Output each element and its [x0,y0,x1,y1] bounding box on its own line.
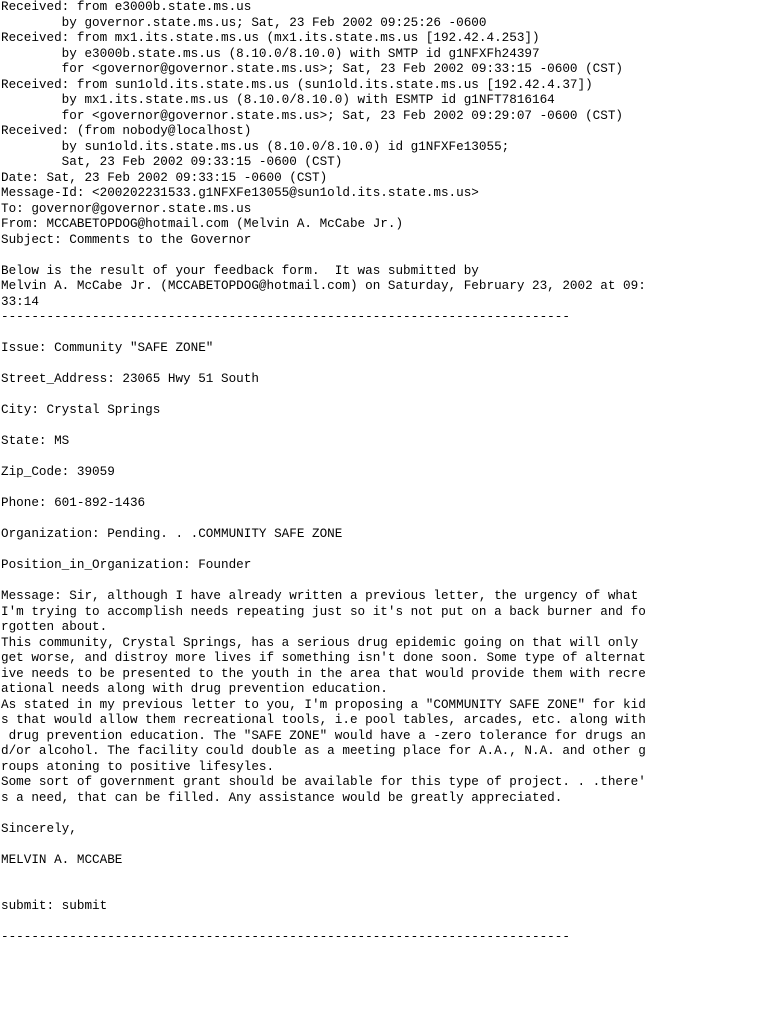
email-header-line: Sat, 23 Feb 2002 09:33:15 -0600 (CST) [1,154,343,169]
form-field-line: State: MS [1,433,70,448]
email-line: Below is the result of your feedback form. It was submitted by [1,262,479,278]
message-body-line: s that would allow them recreational tools, i.e pool tables, arcades, etc. along with [1,712,646,727]
message-body-line: drug prevention education. The "SAFE ZONE" would have a -zero tolerance for drugs an [1,727,646,743]
form-field-line: Position_in_Organization: Founder [1,557,252,572]
email-header-line: Message-Id: <200202231533.g1NFXFe13055@sun1old.its.state.ms.us> [1,185,479,200]
message-body-line: ive needs to be presented to the youth in the area that would provide them with recre [1,665,646,681]
blank-line [1,325,769,341]
email-header-line: by sun1old.its.state.ms.us (8.10.0/8.10.0) id g1NFXFe13055; [1,138,510,154]
blank-line [1,542,769,558]
email-header-line: To: governor@governor.state.ms.us [1,200,252,216]
blank-line [1,511,769,527]
email-line: 33:14 [1,293,39,309]
message-body-line: rgotten about. [1,619,108,634]
message-body-line: I'm trying to accomplish needs repeating just so it's not put on a back burner and fo [1,603,646,619]
blank-line [1,883,769,899]
email-header-line: for <governor@governor.state.ms.us>; Sat, 23 Feb 2002 09:29:07 -0600 (CST) [1,107,624,123]
email-header-line: From: MCCABETOPDOG@hotmail.com (Melvin A. McCabe Jr.) [1,216,404,231]
email-header-line: Received: from e3000b.state.ms.us [1,0,252,14]
separator-line: --------------------------------------------------------------------------- [1,929,570,944]
email-header-line: by governor.state.ms.us; Sat, 23 Feb 2002 09:25:26 -0600 [1,14,487,30]
message-body-line: Some sort of government grant should be available for this type of project. . .there' [1,774,646,789]
message-body-line: get worse, and distroy more lives if something isn't done soon. Some type of alternat [1,650,646,665]
form-field-line: Zip_Code: 39059 [1,464,115,479]
message-body-line: ational needs along with drug prevention education. [1,681,388,696]
email-line: MELVIN A. MCCABE [1,851,123,867]
email-line: Melvin A. McCabe Jr. (MCCABETOPDOG@hotmail.com) on Saturday, February 23, 2002 at 09: [1,278,646,293]
email-header-line: Received: from mx1.its.state.ms.us (mx1.its.state.ms.us [192.42.4.253]) [1,30,540,45]
blank-line [1,480,769,496]
email-header-line: Received: (from nobody@localhost) [1,123,252,138]
blank-line [1,867,769,883]
blank-line [1,247,769,263]
message-body-line: roups atoning to positive lifesyles. [1,758,275,774]
blank-line [1,387,769,403]
form-field-line: Phone: 601-892-1436 [1,495,146,510]
message-body-line: d/or alcohol. The facility could double as a meeting place for A.A., N.A. and other g [1,743,646,758]
email-header-line: by e3000b.state.ms.us (8.10.0/8.10.0) with SMTP id g1NFXFh24397 [1,45,540,61]
blank-line [1,573,769,589]
message-body-line: This community, Crystal Springs, has a serious drug epidemic going on that will only [1,634,639,650]
email-header-line: Date: Sat, 23 Feb 2002 09:33:15 -0600 (CST) [1,169,328,185]
email-header-line: Subject: Comments to the Governor [1,231,252,247]
message-body-line: Message: Sir, although I have already written a previous letter, the urgency of what [1,588,639,603]
separator-line: --------------------------------------------------------------------------- [1,309,570,324]
blank-line [1,356,769,372]
form-field-line: City: Crystal Springs [1,402,161,417]
message-body-line: As stated in my previous letter to you, I'm proposing a "COMMUNITY SAFE ZONE" for kid [1,696,646,712]
email-document [1,0,769,945]
form-field-line: Organization: Pending. . .COMMUNITY SAFE ZONE [1,526,343,541]
blank-line [1,805,769,821]
email-header-line: by mx1.its.state.ms.us (8.10.0/8.10.0) with ESMTP id g1NFT7816164 [1,92,555,107]
message-body-line: s a need, that can be filled. Any assistance would be greatly appreciated. [1,789,563,805]
email-header-line: Received: from sun1old.its.state.ms.us (sun1old.its.state.ms.us [192.42.4.37]) [1,76,593,92]
blank-line [1,449,769,465]
blank-line [1,914,769,930]
email-header-line: for <governor@governor.state.ms.us>; Sat, 23 Feb 2002 09:33:15 -0600 (CST) [1,61,624,76]
form-field-line: Issue: Community "SAFE ZONE" [1,340,214,355]
blank-line [1,836,769,852]
email-line: submit: submit [1,898,108,913]
blank-line [1,418,769,434]
email-line: Sincerely, [1,820,77,836]
form-field-line: Street_Address: 23065 Hwy 51 South [1,371,259,386]
